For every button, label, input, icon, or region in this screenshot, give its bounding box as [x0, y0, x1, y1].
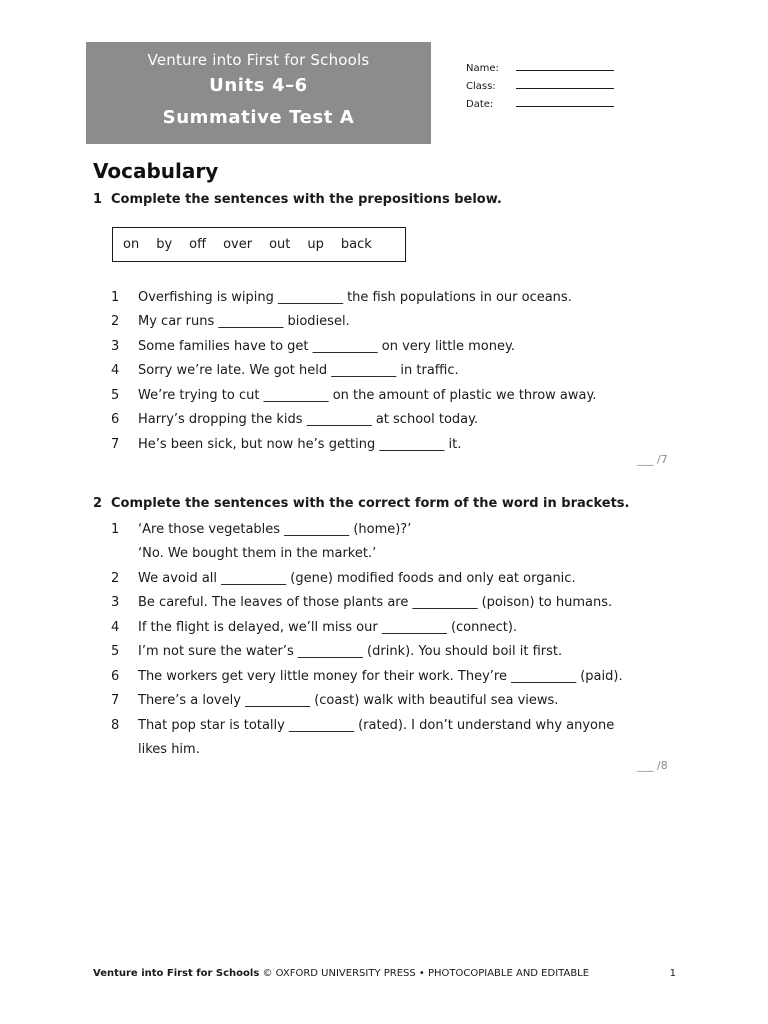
- item-sentence: We’re trying to cut __________ on the amount of plastic we throw away.: [138, 387, 597, 403]
- item-sentence: Sorry we’re late. We got held __________ in traffic.: [138, 363, 459, 379]
- item-number: 4: [111, 363, 120, 379]
- list-item: [111, 285, 596, 310]
- footer-brand: Venture into First for Schools: [93, 968, 260, 979]
- exercise-number: 2: [93, 496, 103, 511]
- list-item: [111, 334, 596, 359]
- list-item: [111, 713, 623, 738]
- item-number: 4: [111, 619, 120, 635]
- list-item: [111, 738, 623, 763]
- name-field[interactable]: [466, 56, 614, 74]
- exercise-2-heading: [93, 496, 629, 511]
- item-sentence: The workers get very little money for their work. They’re __________ (paid).: [138, 668, 623, 684]
- word-bank-item: back: [340, 237, 372, 252]
- exercise-number: 1: [93, 192, 103, 207]
- item-sentence: Harry’s dropping the kids __________ at school today.: [138, 412, 479, 428]
- list-item: [111, 432, 596, 457]
- date-label: Date:: [466, 99, 494, 110]
- test-title-banner: [86, 42, 431, 144]
- name-label: Name:: [466, 63, 499, 74]
- test-name: Summative Test A: [162, 107, 355, 128]
- exercise-2-items: [111, 517, 623, 762]
- item-number: 8: [111, 717, 120, 733]
- date-blank-line[interactable]: [516, 106, 614, 107]
- class-field[interactable]: [466, 74, 614, 92]
- item-number: 5: [111, 644, 120, 660]
- footer-credit: [93, 968, 589, 979]
- list-item: [111, 542, 623, 567]
- item-number: 3: [111, 338, 120, 354]
- list-item: [111, 591, 623, 616]
- exercise-1-score: ___ /7: [637, 453, 668, 466]
- item-number: 1: [111, 289, 120, 305]
- item-sentence: He’s been sick, but now he’s getting __________ it.: [138, 436, 462, 452]
- list-item: [111, 383, 596, 408]
- class-label: Class:: [466, 81, 496, 92]
- exercise-2-score: ___ /8: [637, 759, 668, 772]
- item-number: 2: [111, 314, 120, 330]
- section-title: Vocabulary: [93, 159, 219, 183]
- class-blank-line[interactable]: [516, 88, 614, 89]
- list-item: [111, 310, 596, 335]
- item-sentence: ‘No. We bought them in the market.’: [138, 546, 377, 562]
- footer-publisher: © OXFORD UNIVERSITY PRESS • PHOTOCOPIABLE AND EDITABLE: [262, 968, 590, 979]
- word-bank-item: out: [269, 237, 291, 252]
- name-blank-line[interactable]: [516, 70, 614, 71]
- exercise-1-items: [111, 285, 596, 457]
- list-item: [111, 359, 596, 384]
- word-bank-item: up: [307, 237, 324, 252]
- list-item: [111, 615, 623, 640]
- date-field[interactable]: [466, 92, 614, 110]
- units-title: Units 4–6: [209, 75, 308, 96]
- item-number: 1: [111, 521, 120, 537]
- page-number: 1: [669, 968, 676, 979]
- word-bank-item: off: [189, 237, 207, 252]
- item-number: 6: [111, 412, 120, 428]
- series-title: Venture into First for Schools: [147, 51, 370, 69]
- item-sentence: likes him.: [138, 742, 200, 758]
- item-number: 3: [111, 595, 120, 611]
- item-sentence: There’s a lovely __________ (coast) walk with beautiful sea views.: [138, 693, 559, 709]
- exercise-instruction: Complete the sentences with the correct form of the word in brackets.: [111, 496, 630, 511]
- item-sentence: My car runs __________ biodiesel.: [138, 314, 350, 330]
- item-sentence: We avoid all __________ (gene) modified foods and only eat organic.: [138, 570, 576, 586]
- page-footer: [93, 968, 676, 979]
- word-bank: [112, 227, 406, 262]
- item-sentence: Be careful. The leaves of those plants are __________ (poison) to humans.: [138, 595, 613, 611]
- item-sentence: Overfishing is wiping __________ the fish populations in our oceans.: [138, 289, 572, 305]
- list-item: [111, 408, 596, 433]
- word-bank-item: on: [123, 237, 140, 252]
- list-item: [111, 517, 623, 542]
- item-number: 5: [111, 387, 120, 403]
- item-number: 7: [111, 436, 120, 452]
- list-item: [111, 664, 623, 689]
- item-number: 7: [111, 693, 120, 709]
- item-sentence: I’m not sure the water’s __________ (drink). You should boil it first.: [138, 644, 563, 660]
- item-sentence: If the flight is delayed, we’ll miss our __________ (connect).: [138, 619, 518, 635]
- item-number: 6: [111, 668, 120, 684]
- item-sentence: ‘Are those vegetables __________ (home)?’: [138, 521, 412, 537]
- list-item: [111, 566, 623, 591]
- word-bank-item: over: [223, 237, 253, 252]
- list-item: [111, 640, 623, 665]
- item-sentence: Some families have to get __________ on very little money.: [138, 338, 515, 354]
- item-number: 2: [111, 570, 120, 586]
- word-bank-item: by: [156, 237, 173, 252]
- exercise-1-heading: [93, 192, 502, 207]
- list-item: [111, 689, 623, 714]
- item-sentence: That pop star is totally __________ (rated). I don’t understand why anyone: [138, 717, 615, 733]
- exercise-instruction: Complete the sentences with the prepositions below.: [111, 192, 502, 207]
- student-info-fields: [466, 56, 614, 110]
